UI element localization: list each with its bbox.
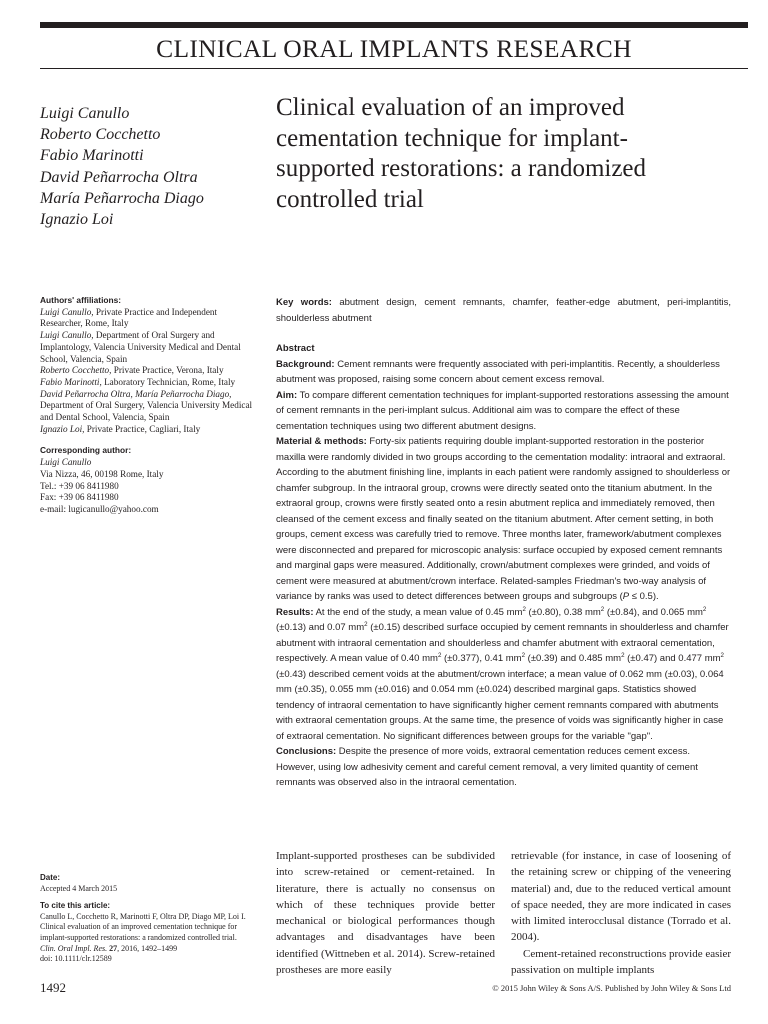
background-label: Background: <box>276 358 335 370</box>
affiliations-heading: Authors' affiliations: <box>40 295 122 305</box>
methods-text: Forty-six patients requiring double implant-supported restoration in the posterior maxilla were randomly divided in two groups according to the cementation modality: intraoral and extraoral. According to the abutment finishing line, implants in each patient were randomly assigned to shoulderless or chamfer subgroup. In the intraoral group, crowns were directly seated onto the titanium abutment. In the extraoral group, crowns were firstly seated onto a resin abutment replica and immediately removed, then cleansed of the cement excess and finally seated on the titanium abutment. After cement setting, in both groups, cement excess was carefully tried to remove. Three months later, framework/abutment complexes were disconnected and prepared for microscopic analysis: surface occupied by exposed cement remnants and marginal gaps were measured. Additionally, crown/abutment complexes were grinded, and voids of cement were measured at abutment/crown interface. Related-samples Friedman's two-way analysis of variance by ranks was used to detect differences between groups and subgroups ( <box>276 436 731 602</box>
footer-copyright: © 2015 John Wiley & Sons A/S. Published by John Wiley & Sons Ltd <box>492 983 731 993</box>
results-text: (±0.39) and 0.485 mm <box>525 653 622 664</box>
affiliation-item <box>40 307 262 330</box>
methods-label: Material & methods: <box>276 436 367 447</box>
author-affiliations <box>40 295 262 516</box>
results-text: (±0.84), and 0.065 mm <box>604 606 703 618</box>
keywords-label: Key words: <box>276 297 332 308</box>
journal-title: CLINICAL ORAL IMPLANTS RESEARCH <box>156 34 632 63</box>
author-name: Roberto Cocchetto <box>40 126 161 144</box>
author-list <box>40 103 270 230</box>
body-paragraph: Cement-retained reconstructions provide easier passivation on multiple implants <box>511 947 732 977</box>
affiliation-text: Laboratory Technician, Rome, Italy <box>101 376 236 387</box>
results-text: At the end of the study, a mean value of 0.45 mm <box>313 606 523 618</box>
aim-label: Aim: <box>276 389 298 401</box>
superscript: 2 <box>720 651 724 659</box>
keywords-text: abutment design, cement remnants, chamfer, feather-edge abutment, peri-implantitis, shoulderless abutment <box>276 297 731 324</box>
corresponding-author-fax: Fax: +39 06 8411980 <box>40 492 119 503</box>
body-column-2 <box>511 848 731 978</box>
affiliation-name: Luigi Canullo, <box>40 330 94 341</box>
author-name: María Peñarrocha Diago <box>40 189 204 207</box>
article-meta <box>40 873 262 965</box>
abstract-results <box>276 605 731 745</box>
superscript: 2 <box>437 651 442 659</box>
affiliation-item <box>40 377 262 389</box>
affiliation-name: Fabio Marinotti, <box>40 376 102 387</box>
results-text: (±0.80), 0.38 mm <box>525 606 601 618</box>
citation-text: Canullo L, Cocchetto R, Marinotti F, Oltra DP, Diago MP, Loi I. Clinical evaluation of an improved cementation technique for implant-supported restorations: a randomized controlled trial. <box>40 911 246 942</box>
affiliation-item <box>40 330 262 365</box>
keywords <box>276 295 731 326</box>
citation-journal: Clin. Oral Impl. Res. <box>40 943 108 953</box>
corresponding-author-heading: Corresponding author: <box>40 445 132 456</box>
abstract-heading: Abstract <box>276 343 315 354</box>
abstract-methods <box>276 434 731 605</box>
author-name: David Peñarrocha Oltra <box>40 168 198 186</box>
journal-header-bar <box>40 22 748 28</box>
corresponding-author-address: Via Nizza, 46, 00198 Rome, Italy <box>40 468 164 479</box>
abstract-conclusions <box>276 744 731 791</box>
body-column-1: Implant-supported prostheses can be subdivided into screw-retained or cement-retained. In literature, there is actually no consensus on which of these techniques provide better mechanical or biological performances though advantages and disadvantages have been identified (Wittneben et al. 2014). Screw-retained prostheses are more easily <box>276 850 495 977</box>
author-name: Fabio Marinotti <box>40 147 144 165</box>
affiliation-item <box>40 389 262 424</box>
superscript: 2 <box>621 651 625 659</box>
affiliation-text: Department of Oral Surgery and Implantology, Valencia University Medical and Dental School, Valencia, Spain <box>40 330 241 364</box>
author-name: Ignazio Loi <box>40 211 114 229</box>
citation <box>40 912 262 954</box>
journal-header-rule <box>40 68 748 69</box>
results-text: (±0.47) and 0.477 mm <box>624 653 721 664</box>
date-heading: Date: <box>40 873 61 882</box>
citation-volume: 27 <box>107 943 118 953</box>
abstract <box>276 341 731 791</box>
methods-p-symbol: P <box>622 591 630 602</box>
aim-text: To compare different cementation techniques for implant-supported restorations assessing the amount of cement remnants in the peri-implant sulcus. Additional aim was to compare the effect of these cementation techniques using two different abutment designs. <box>276 389 729 432</box>
affiliation-text: Department of Oral Surgery, Valencia University Medical and Dental School, Valencia, Spain <box>40 400 253 423</box>
affiliation-name: Luigi Canullo, <box>40 306 94 317</box>
results-text: (±0.13) and 0.07 mm <box>276 622 365 633</box>
affiliation-name: Ignazio Loi, <box>40 423 85 434</box>
accepted-date: Accepted 4 March 2015 <box>40 883 118 893</box>
methods-text-end: ≤ 0.5). <box>629 591 659 602</box>
superscript: 2 <box>600 605 605 613</box>
affiliation-text: Private Practice, Verona, Italy <box>111 365 224 376</box>
affiliation-name: Roberto Cocchetto, <box>40 365 112 376</box>
affiliation-text: Private Practice and Independent Researcher, Rome, Italy <box>40 306 218 329</box>
superscript: 2 <box>702 605 707 613</box>
background-text: Cement remnants were frequently associated with peri-implantitis. Recently, a shoulderless abutment was proposed, raising some concern about cement excess removal. <box>276 358 720 385</box>
corresponding-author-name <box>40 457 262 469</box>
corresponding-author-email: e-mail: lugicanullo@yahoo.com <box>40 503 159 514</box>
results-text: (±0.43) described cement voids at the abutment/crown interface; a mean value of 0.062 mm (±0.03), 0.064 mm (±0.35), 0.055 mm (±0.016) and 0.054 mm (±0.024) described marginal gaps. Statistics showed tendency of intraoral cementation to have significantly higher cement remnants compared with abutments with extraoral cementation groups. At the same time, the presence of voids was significantly higher in case of extraoral cementation. No significant differences between groups for the variable "gap". <box>276 668 724 742</box>
superscript: 2 <box>522 605 526 613</box>
results-text: (±0.377), 0.41 mm <box>441 653 522 664</box>
article-title: Clinical evaluation of an improved cementation technique for implant-supported restorations: a randomized controlled trial <box>276 94 647 213</box>
superscript: 2 <box>364 620 368 628</box>
affiliation-item <box>40 365 262 377</box>
conclusions-label: Conclusions: <box>276 746 337 757</box>
superscript: 2 <box>521 651 526 659</box>
affiliation-name: David Peñarrocha Oltra, María Peñarrocha Diago, <box>40 388 232 399</box>
affiliation-text: Private Practice, Cagliari, Italy <box>84 423 201 434</box>
page-number: 1492 <box>40 980 66 995</box>
body-paragraph: retrievable (for instance, in case of loosening of the retaining screw or chipping of the veneering material) and, due to the reduced vertical amount of space needed, they are more indicated in cases with limited interocclusal distance (Torrado et al. 2004). <box>511 850 731 944</box>
abstract-aim <box>276 388 731 435</box>
affiliation-item <box>40 424 262 436</box>
citation-pages: , 2016, 1492–1499 <box>117 943 178 953</box>
doi: doi: 10.1111/clr.12589 <box>40 954 112 964</box>
corresponding-author-tel: Tel.: +39 06 8411980 <box>40 480 119 491</box>
results-label: Results: <box>276 606 314 618</box>
author-name: Luigi Canullo <box>40 105 130 122</box>
cite-heading: To cite this article: <box>40 901 111 911</box>
conclusions-text: Despite the presence of more voids, extraoral cementation reduces cement excess. However, using low adhesivity cement and careful cement removal, a very limited quantity of cement remnants was observed also in the intraoral cementation. <box>276 746 698 788</box>
corresponding-name-text: Luigi Canullo <box>40 457 92 468</box>
results-text: (±0.15) described surface occupied by cement remnants in shoulderless and chamfer abutment with intraoral cementation and shoulderless and chamfer abutment with extraoral cementation, respectively. A mean value of 0.40 mm <box>276 622 729 664</box>
abstract-background <box>276 357 731 388</box>
